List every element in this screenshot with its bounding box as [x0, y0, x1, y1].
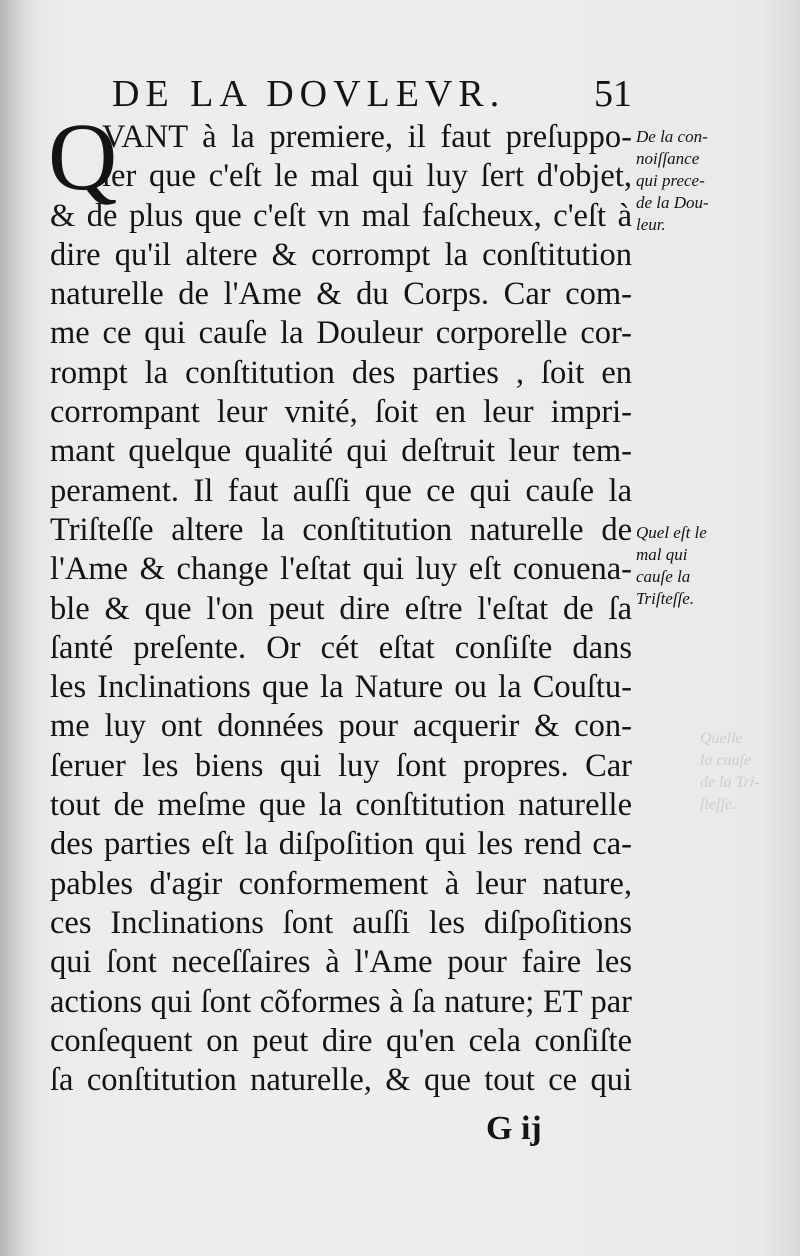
margin-note-line: cauſe la — [636, 567, 691, 586]
text-line: tout de meſme que la conſtitution naturelle — [50, 787, 632, 824]
margin-note-line: De la con- — [636, 127, 708, 146]
bleed-through-line: la cauſe — [700, 752, 752, 769]
text-line: naturelle de l'Ame & du Corps. Car com- — [50, 276, 632, 313]
bleed-through-line: Quelle — [700, 730, 743, 747]
text-line: les Inclinations que la Nature ou la Couſtu- — [50, 669, 632, 706]
margin-note-line: leur. — [636, 215, 666, 234]
drop-cap-initial: Q — [48, 103, 118, 210]
margin-note-line: mal qui — [636, 545, 688, 564]
text-line: corrompant leur vnité, ſoit en leur impri- — [50, 394, 632, 431]
bleed-through-margin-note — [700, 728, 790, 816]
text-line: ſa conſtitution naturelle, & que tout ce qui — [50, 1062, 632, 1099]
margin-note-line: Quel eſt le — [636, 523, 707, 542]
bleed-through-line: de la Tri- — [700, 774, 760, 791]
text-line: actions qui ſont cõformes à ſa nature; ET par — [50, 983, 632, 1020]
page-number: 51 — [594, 73, 632, 115]
text-line: rompt la conſtitution des parties , ſoit en — [50, 354, 632, 391]
text-line: Triſteſſe altere la conſtitution naturelle de — [50, 511, 632, 548]
text-line: ſeruer les biens qui luy ſont propres. Car — [50, 747, 632, 784]
margin-note-connaissance — [636, 126, 796, 236]
margin-note-line: Triſteſſe. — [636, 589, 695, 608]
text-line: ſanté preſente. Or cét eſtat conſiſte dans — [50, 629, 632, 666]
margin-note-line: qui prece- — [636, 171, 705, 190]
margin-note-tristesse — [636, 522, 796, 610]
text-line: perament. Il faut auſſi que ce qui cauſe la — [50, 472, 632, 509]
bleed-through-line: ſteſſe. — [700, 796, 736, 813]
text-line: & de plus que c'eſt vn mal faſcheux, c'eſt à — [50, 197, 632, 234]
text-line: me luy ont données pour acquerir & con- — [50, 708, 632, 745]
body-text — [48, 103, 632, 1100]
text-line: pables d'agir conformement à leur nature, — [50, 865, 632, 902]
margin-note-line: de la Dou- — [636, 193, 709, 212]
text-line: ſer que c'eſt le mal qui luy ſert d'objet, — [102, 158, 632, 195]
text-line: ces Inclinations ſont auſſi les diſpoſitions — [50, 904, 632, 941]
text-line: conſequent on peut dire qu'en cela conſiſte — [50, 1022, 632, 1059]
text-line: VANT à la premiere, il faut preſuppo- — [102, 119, 632, 155]
text-line: des parties eſt la diſpoſition qui les rend ca- — [50, 826, 632, 863]
gutter-shadow — [0, 0, 34, 1256]
running-head — [112, 72, 632, 118]
text-line: dire qu'il altere & corrompt la conſtitution — [50, 236, 632, 273]
text-line: qui ſont neceſſaires à l'Ame pour faire les — [50, 944, 632, 981]
text-line: l'Ame & change l'eſtat qui luy eſt conuena- — [50, 551, 632, 588]
text-line: mant quelque qualité qui deſtruit leur tem- — [50, 433, 632, 470]
signature-mark: G ij — [486, 1110, 542, 1147]
running-title: DE LA DOVLEVR. — [112, 73, 506, 115]
text-line: me ce qui cauſe la Douleur corporelle cor- — [50, 315, 632, 352]
text-line: ble & que l'on peut dire eſtre l'eſtat de ſa — [50, 590, 632, 627]
margin-note-line: noiſſance — [636, 149, 700, 168]
